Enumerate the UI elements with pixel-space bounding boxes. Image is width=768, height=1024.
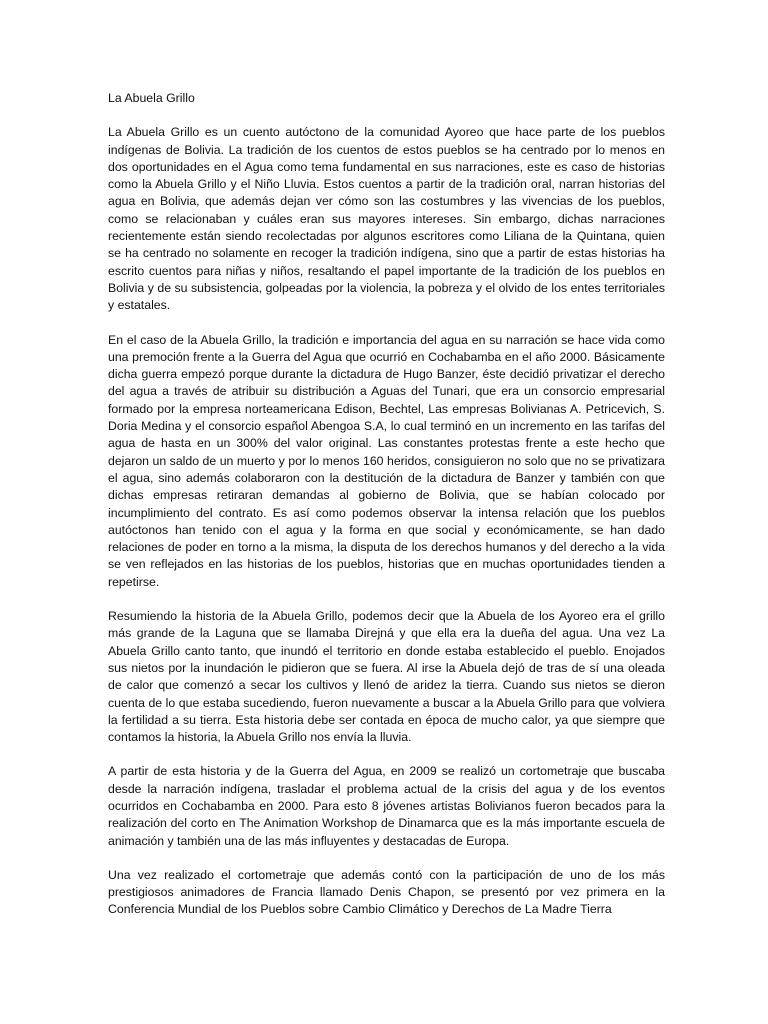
paragraph-guerra-del-agua: En el caso de la Abuela Grillo, la tradición e importancia del agua en su narración se hace vida como una premoción frente a la Guerra del Agua que ocurrió en Cochabamba en el año 2000. Básicamente dicha guerra empezó porque durante la dictadura de Hugo Banzer, éste decidió privatizar el derecho del agua a través de atribuir su distribución a Aguas del Tunari, que era un consorcio empresarial formado por la empresa norteamericana Edison, Bechtel, Las empresas Bolivianas A. Petricevich, S. Doria Medina y el consorcio español Abengoa S.A, lo cual terminó en un incremento en las tarifas del agua de hasta en un 300% del valor original. Las constantes protestas frente a este hecho que dejaron un saldo de un muerto y por lo menos 160 heridos, consiguieron no solo que no se privatizara el agua, sino además colaboraron con la destitución de la dictadura de Banzer y también con que dichas empresas retiraran demandas al gobierno de Bolivia, que se habían colocado por incumplimiento del contrato. Es así como podemos observar la intensa relación que los pueblos autóctonos han tenido con el agua y la forma en que social y económicamente, se han dado relaciones de poder en torno a la misma, la disputa de los derechos humanos y del derecho a la vida se ven reflejados en las historias de los pueblos, historias que en muchas oportunidades tienden a repetirse. bbox=[108, 332, 665, 589]
paragraph-intro: La Abuela Grillo es un cuento autóctono de la comunidad Ayoreo que hace parte de los pueblos indígenas de Bolivia. La tradición de los cuentos de estos pueblos se ha centrado por lo menos en dos oportunidades en el Agua como tema fundamental en sus narraciones, este es caso de historias como la Abuela Grillo y el Niño Lluvia. Estos cuentos a partir de la tradición oral, narran historias del agua en Bolivia, que además dejan ver cómo son las costumbres y las vivencias de los pueblos, como se relacionaban y cuáles eran sus mayores intereses. Sin embargo, dichas narraciones recientemente están siendo recolectadas por algunos escritores como Liliana de la Quintana, quien se ha centrado no solamente en recoger la tradición indígena, sino que a partir de estas historias ha escrito cuentos para niñas y niños, resaltando el papel importante de la tradición de los pueblos en Bolivia y de su subsistencia, golpeadas por la violencia, la pobreza y el olvido de los entes territoriales y estatales. bbox=[108, 125, 665, 313]
paragraph-resumen-historia: Resumiendo la historia de la Abuela Grillo, podemos decir que la Abuela de los Ayoreo era el grillo más grande de la Laguna que se llamaba Direjná y que ella era la dueña del agua. Una vez La Abuela Grillo canto tanto, que inundó el territorio en donde estaba establecido el pueblo. Enojados sus nietos por la inundación le pidieron que se fuera. Al irse la Abuela dejó de tras de sí una oleada de calor que comenzó a secar los cultivos y llenó de aridez la tierra. Cuando sus nietos se dieron cuenta de lo que estaba sucediendo, fueron nuevamente a buscar a la Abuela Grillo para que volviera la fertilidad a su tierra. Esta historia debe ser contada en época de mucho calor, ya que siempre que contamos la historia, la Abuela Grillo nos envía la lluvia. bbox=[108, 609, 665, 745]
paragraph-presentacion: Una vez realizado el cortometraje que además contó con la participación de uno de los más prestigiosos animadores de Francia llamado Denis Chapon, se presentó por vez primera en la Conferencia Mundial de los Pueblos sobre Cambio Climático y Derechos de La Madre Tierra bbox=[108, 867, 665, 917]
paragraph-cortometraje: A partir de esta historia y de la Guerra del Agua, en 2009 se realizó un cortometraje que buscaba desde la narración indígena, trasladar el problema actual de la crisis del agua y de los eventos ocurridos en Cochabamba en 2000. Para esto 8 jóvenes artistas Bolivianos fueron becados para la realización del corto en The Animation Workshop de Dinamarca que es la más importante escuela de animación y también una de las más influyentes y destacadas de Europa. bbox=[108, 764, 665, 848]
document-title: La Abuela Grillo bbox=[108, 91, 195, 105]
